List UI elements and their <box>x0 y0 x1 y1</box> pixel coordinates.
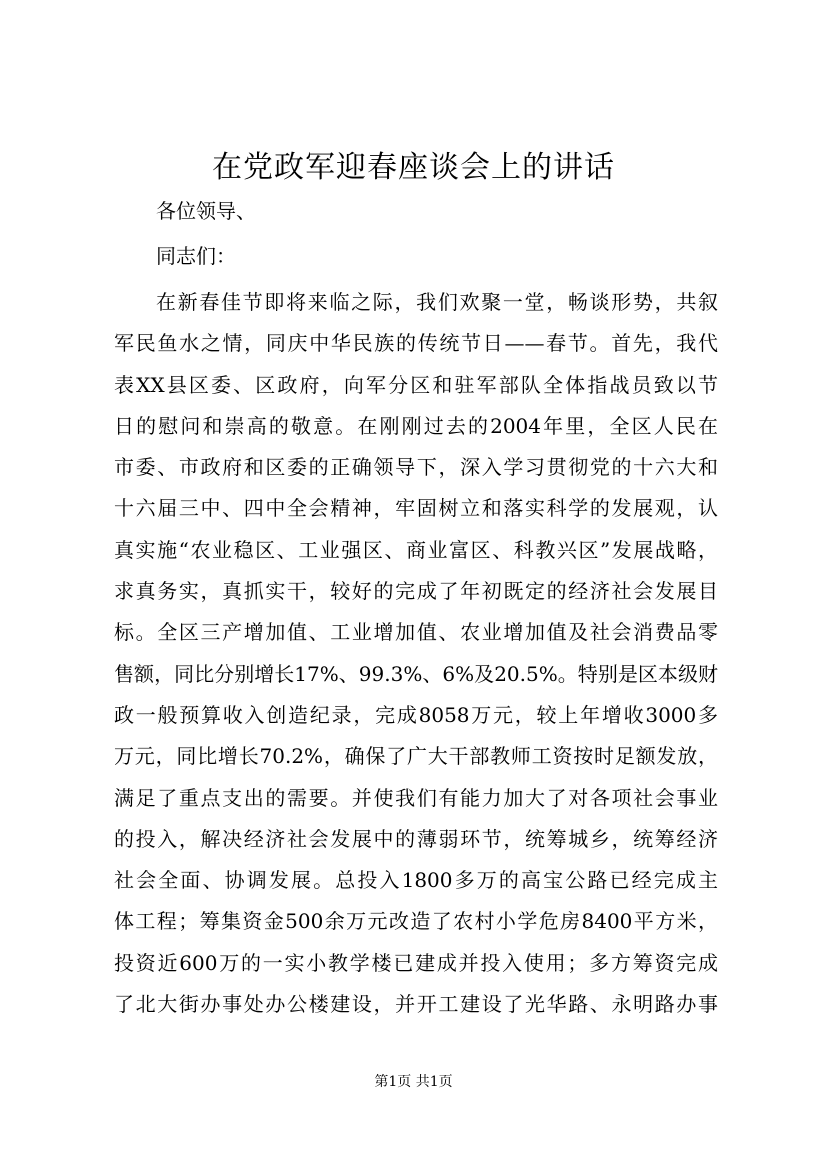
speech-line: 了北大街办事处办公楼建设，并开工建设了光华路、永明路办事 <box>114 992 718 1017</box>
speech-line: 售额，同比分别增长17%、99.3%、6%及20.5%。特别是区本级财 <box>114 661 718 686</box>
speech-line: 十六届三中、四中全会精神，牢固树立和落实科学的发展观，认 <box>114 496 718 521</box>
speech-line: 表XX县区委、区政府，向军分区和驻军部队全体指战员致以节 <box>114 372 718 397</box>
speech-line: 市委、市政府和区委的正确领导下，深入学习贯彻党的十六大和 <box>114 455 718 480</box>
speech-line: 在新春佳节即将来临之际，我们欢聚一堂，畅谈形势，共叙 <box>156 290 718 314</box>
speech-line: 政一般预算收入创造纪录，完成8058万元，较上年增收3000多 <box>114 702 718 727</box>
speech-line: 的投入，解决经济社会发展中的薄弱环节，统筹城乡，统筹经济 <box>114 826 718 851</box>
speech-line: 投资近600万的一实小教学楼已建成并投入使用；多方筹资完成 <box>114 950 718 975</box>
page-footer: 第1页 共1页 <box>374 1074 453 1090</box>
speech-line: 体工程；筹集资金500余万元改造了农村小学危房8400平方米， <box>114 909 718 934</box>
speech-line: 满足了重点支出的需要。并使我们有能力加大了对各项社会事业 <box>114 785 718 810</box>
salutation-leaders: 各位领导、 <box>156 199 256 223</box>
speech-line: 社会全面、协调发展。总投入1800多万的高宝公路已经完成主 <box>114 868 718 893</box>
speech-line: 求真务实，真抓实干，较好的完成了年初既定的经济社会发展目 <box>114 579 718 604</box>
salutation-comrades: 同志们： <box>156 244 236 268</box>
speech-line: 日的慰问和崇高的敬意。在刚刚过去的2004年里，全区人民在 <box>114 413 718 438</box>
speech-line: 万元，同比增长70.2%，确保了广大干部教师工资按时足额发放， <box>114 744 718 769</box>
speech-line: 标。全区三产增加值、工业增加值、农业增加值及社会消费品零 <box>114 620 718 645</box>
speech-line: 真实施“农业稳区、工业强区、商业富区、科教兴区”发展战略， <box>114 537 718 562</box>
document-title: 在党政军迎春座谈会上的讲话 <box>212 150 615 185</box>
speech-line: 军民鱼水之情，同庆中华民族的传统节日——春节。首先，我代 <box>114 331 718 356</box>
speech-body <box>114 282 718 1025</box>
